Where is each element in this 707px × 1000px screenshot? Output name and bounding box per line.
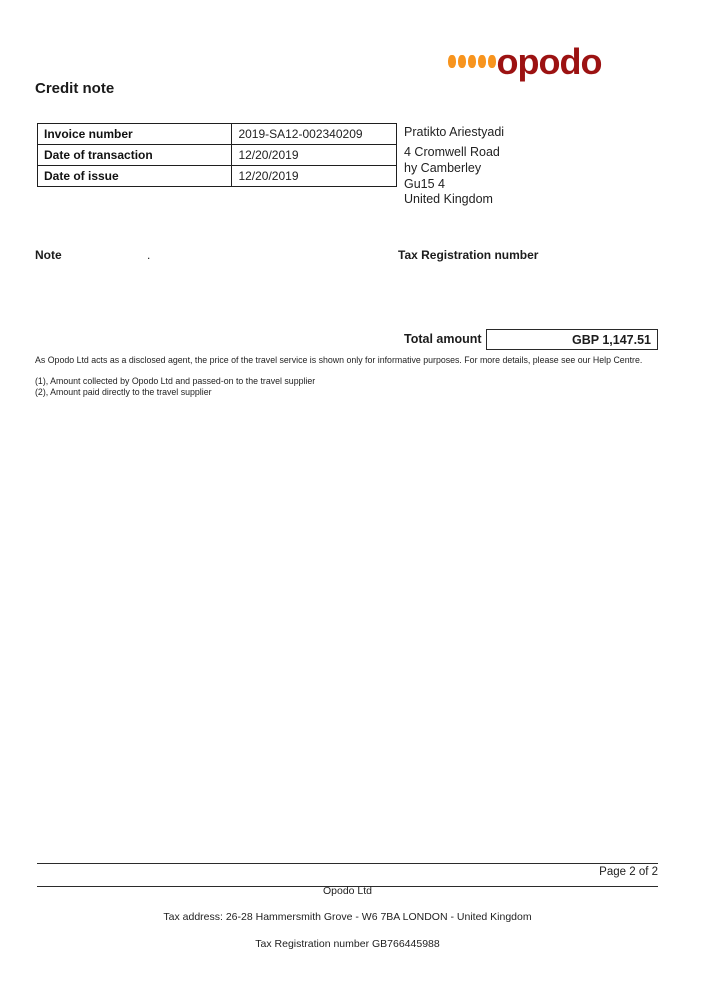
logo-dot — [468, 55, 476, 68]
supplier-notes — [35, 376, 315, 398]
footer-divider-top — [37, 863, 658, 864]
page-title: Credit note — [35, 80, 115, 97]
invoice-details-table — [37, 123, 397, 187]
customer-address-block — [404, 125, 504, 208]
supplier-note-2: (2), Amount paid directly to the travel supplier — [35, 386, 212, 397]
transaction-date-value: 12/20/2019 — [232, 145, 397, 166]
note-label: Note — [35, 248, 62, 262]
page-indicator: Page 2 of 2 — [599, 866, 658, 878]
invoice-number-value: 2019-SA12-002340209 — [232, 124, 397, 145]
logo-dot — [488, 55, 496, 68]
supplier-note-1: (1), Amount collected by Opodo Ltd and passed-on to the travel supplier — [35, 376, 316, 386]
table-row — [38, 124, 397, 145]
invoice-number-label: Invoice number — [38, 124, 232, 145]
disclaimer-text: As Opodo Ltd acts as a disclosed agent, the price of the travel service is shown only for informative purposes. For more details, please see our Help Centre. — [35, 355, 643, 365]
logo-dots-icon — [448, 55, 496, 68]
issue-date-label: Date of issue — [38, 166, 232, 187]
address-line: hy Camberley — [404, 160, 482, 175]
customer-name: Pratikto Ariestyadi — [404, 125, 505, 139]
logo-dot — [478, 55, 486, 68]
logo-dot — [458, 55, 466, 68]
address-postcode: Gu15 4 — [404, 176, 446, 191]
table-row — [38, 145, 397, 166]
address-country: United Kingdom — [404, 192, 493, 207]
transaction-date-label: Date of transaction — [38, 145, 232, 166]
logo-dot — [448, 55, 456, 68]
footer-company: Opodo Ltd — [322, 885, 373, 897]
footer-tax-registration: Tax Registration number GB766445988 — [255, 938, 440, 950]
total-amount-label: Total amount — [404, 332, 482, 346]
note-value: . — [147, 248, 151, 262]
table-row — [38, 166, 397, 187]
opodo-logo — [448, 41, 628, 96]
logo-wordmark: opodo — [496, 41, 602, 82]
address-line: 4 Cromwell Road — [404, 145, 500, 160]
footer-tax-address: Tax address: 26-28 Hammersmith Grove - W6 7BA LONDON - United Kingdom — [163, 911, 532, 923]
issue-date-value: 12/20/2019 — [232, 166, 397, 187]
tax-registration-label: Tax Registration number — [398, 248, 539, 262]
total-amount-value: GBP 1,147.51 — [486, 329, 658, 350]
